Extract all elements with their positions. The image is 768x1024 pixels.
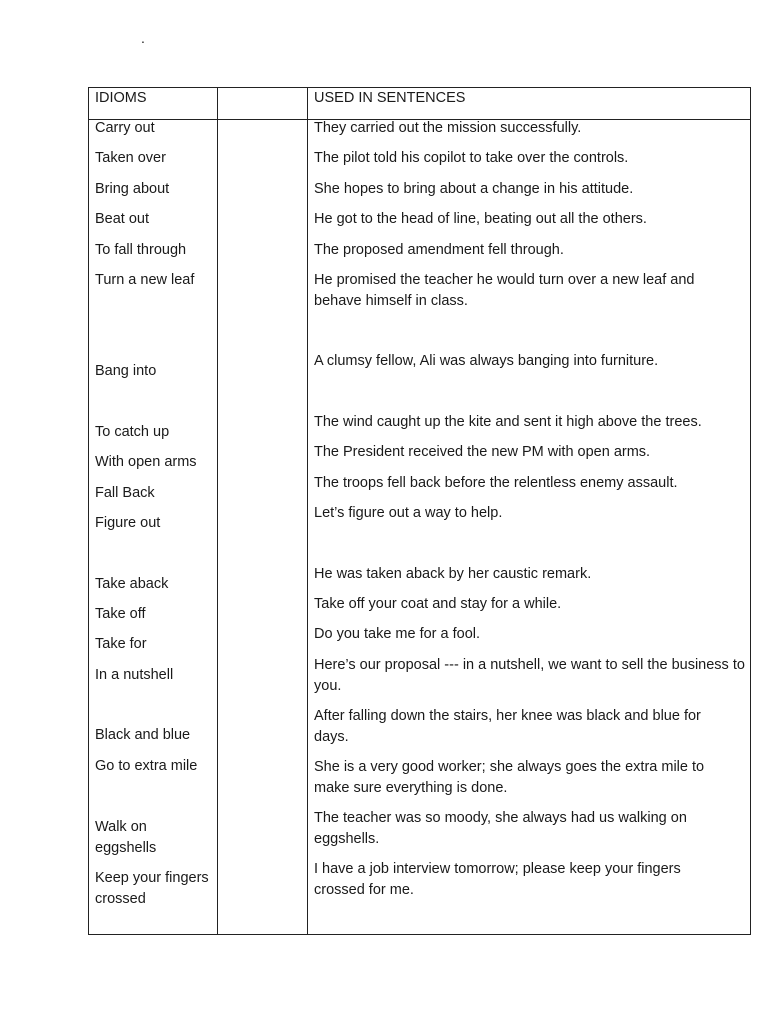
sentence-cell: The pilot told his copilot to take over the controls. [314, 150, 629, 166]
idiom-cell: Bring about [95, 181, 170, 197]
column-divider-2 [307, 88, 308, 934]
sentence-cell: A clumsy fellow, Ali was always banging into furniture. [314, 353, 659, 369]
sentence-cell: The wind caught up the kite and sent it high above the trees. [314, 414, 702, 430]
header-idioms: IDIOMS [95, 90, 147, 106]
idiom-cell: Carry out [95, 120, 155, 136]
idiom-cell: Taken over [95, 150, 166, 166]
stray-dot-mark: . [141, 30, 145, 46]
sentence-cell: Take off your coat and stay for a while. [314, 596, 562, 612]
sentence-cell: He promised the teacher he would turn over a new leaf and behave himself in class. [314, 272, 695, 309]
sentence-cell: I have a job interview tomorrow; please keep your fingers crossed for me. [314, 861, 681, 898]
idiom-cell: Take off [95, 606, 146, 622]
idiom-cell: Bang into [95, 363, 157, 379]
idiom-cell: Figure out [95, 515, 161, 531]
idiom-cell: Black and blue [95, 727, 191, 743]
idiom-cell: To fall through [95, 242, 187, 258]
idiom-cell: Keep your fingers crossed [95, 870, 209, 907]
sentence-cell: They carried out the mission successfully. [314, 120, 582, 136]
sentence-cell: He got to the head of line, beating out all the others. [314, 211, 647, 227]
column-divider-1 [217, 88, 218, 934]
sentence-cell: The teacher was so moody, she always had us walking on eggshells. [314, 810, 687, 847]
header-sentences: USED IN SENTENCES [314, 90, 466, 106]
sentence-cell: After falling down the stairs, her knee was black and blue for days. [314, 708, 701, 745]
idiom-cell: Take for [95, 636, 147, 652]
idiom-cell: To catch up [95, 424, 170, 440]
idiom-cell: With open arms [95, 454, 197, 470]
sentence-cell: Do you take me for a fool. [314, 626, 481, 642]
sentence-cell: He was taken aback by her caustic remark. [314, 566, 592, 582]
idiom-cell: Walk on eggshells [95, 819, 157, 856]
sentence-cell: The proposed amendment fell through. [314, 242, 564, 258]
idiom-cell: Turn a new leaf [95, 272, 195, 288]
idiom-cell: Go to extra mile [95, 758, 198, 774]
sentence-cell: She is a very good worker; she always goes the extra mile to make sure everything is done. [314, 759, 705, 796]
sentence-cell: The President received the new PM with open arms. [314, 444, 651, 460]
idiom-cell: In a nutshell [95, 667, 174, 683]
sentence-cell: Here’s our proposal --- in a nutshell, we want to sell the business to you. [314, 657, 745, 694]
idiom-cell: Take aback [95, 576, 169, 592]
idiom-cell: Fall Back [95, 485, 155, 501]
idioms-table [88, 87, 751, 935]
idiom-cell: Beat out [95, 211, 150, 227]
sentence-cell: She hopes to bring about a change in his attitude. [314, 181, 634, 197]
sentence-cell: The troops fell back before the relentless enemy assault. [314, 475, 678, 491]
sentence-cell: Let’s figure out a way to help. [314, 505, 503, 521]
